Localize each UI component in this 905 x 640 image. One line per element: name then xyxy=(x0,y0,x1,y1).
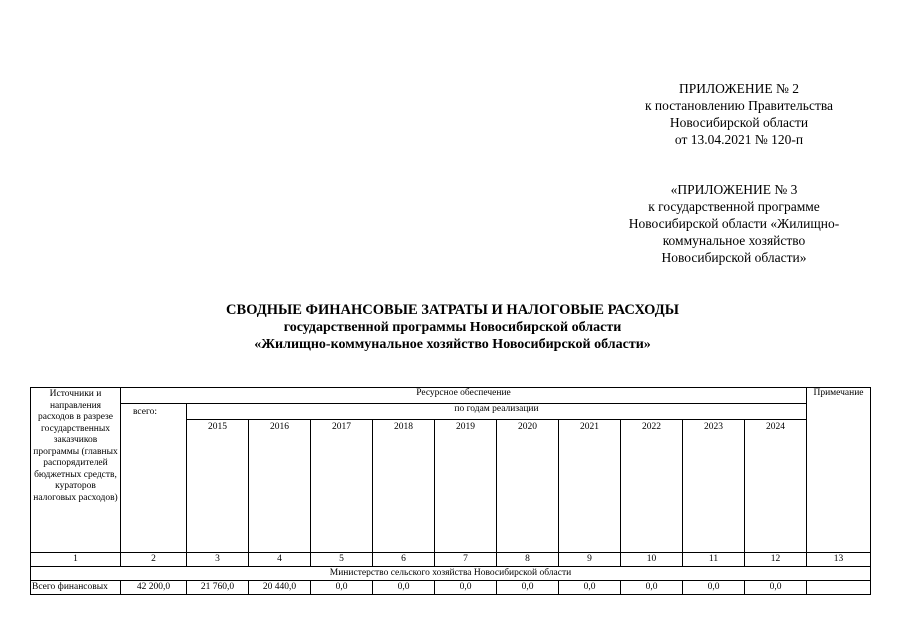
table-row xyxy=(31,581,871,595)
appendix-3-line-5: Новосибирской области» xyxy=(661,250,807,265)
ministry-section-label: Министерство сельского хозяйства Новосибирской области xyxy=(31,567,871,581)
column-number-cell: 11 xyxy=(683,553,745,567)
header-year-2023: 2023 xyxy=(683,420,745,553)
financial-costs-table xyxy=(30,387,871,595)
appendix-2-line-1: ПРИЛОЖЕНИЕ № 2 xyxy=(678,81,800,96)
column-number-cell: 12 xyxy=(745,553,807,567)
appendix-2-line-3: Новосибирской области xyxy=(669,115,809,130)
header-by-years: по годам реализации xyxy=(187,404,807,420)
column-number-cell: 7 xyxy=(435,553,497,567)
value-cell: 0,0 xyxy=(559,581,621,595)
header-year-2015: 2015 xyxy=(187,420,249,553)
header-year-2022: 2022 xyxy=(621,420,683,553)
column-number-cell: 5 xyxy=(311,553,373,567)
column-number-cell: 10 xyxy=(621,553,683,567)
column-number-cell: 6 xyxy=(373,553,435,567)
column-number-cell: 1 xyxy=(31,553,121,567)
title-line-2: государственной программы Новосибирской области xyxy=(283,320,622,335)
appendix-2-block xyxy=(605,80,873,148)
header-year-2017: 2017 xyxy=(311,420,373,553)
value-cell xyxy=(807,581,871,595)
header-resource-support: Ресурсное обеспечение xyxy=(121,388,807,404)
header-year-2019: 2019 xyxy=(435,420,497,553)
column-number-cell: 13 xyxy=(807,553,871,567)
column-number-cell: 8 xyxy=(497,553,559,567)
appendix-2-line-2: к постановлению Правительства xyxy=(644,98,834,113)
header-year-2024: 2024 xyxy=(745,420,807,553)
header-year-2020: 2020 xyxy=(497,420,559,553)
row-label-cell: Всего финансовых xyxy=(31,581,121,595)
appendix-3-line-1: «ПРИЛОЖЕНИЕ № 3 xyxy=(670,182,798,197)
title-line-1: СВОДНЫЕ ФИНАНСОВЫЕ ЗАТРАТЫ И НАЛОГОВЫЕ РАСХОДЫ xyxy=(226,302,679,318)
column-number-cell: 4 xyxy=(249,553,311,567)
header-year-2016: 2016 xyxy=(249,420,311,553)
header-source-directions: Источники и направления расходов в разрезе государственных заказчиков программы (главных распорядителей бюджетных средств, кураторов налоговых расходов) xyxy=(31,388,121,553)
column-number-cell: 2 xyxy=(121,553,187,567)
value-cell: 0,0 xyxy=(745,581,807,595)
value-cell: 21 760,0 xyxy=(187,581,249,595)
value-cell: 0,0 xyxy=(683,581,745,595)
column-number-cell: 3 xyxy=(187,553,249,567)
appendix-3-line-3: Новосибирской области «Жилищно- xyxy=(628,216,840,231)
column-numbers-row xyxy=(31,553,871,567)
value-cell: 0,0 xyxy=(435,581,497,595)
value-cell: 42 200,0 xyxy=(121,581,187,595)
header-year-2018: 2018 xyxy=(373,420,435,553)
value-cell: 0,0 xyxy=(311,581,373,595)
appendix-3-line-2: к государственной программе xyxy=(648,199,820,214)
value-cell: 0,0 xyxy=(621,581,683,595)
appendix-3-block xyxy=(600,181,868,266)
value-cell: 0,0 xyxy=(497,581,559,595)
appendix-3-line-4: коммунальное хозяйство xyxy=(662,233,806,248)
value-cell: 20 440,0 xyxy=(249,581,311,595)
document-title xyxy=(70,302,835,353)
title-line-3: «Жилищно-коммунальное хозяйство Новосибирской области» xyxy=(254,337,651,352)
header-total: всего: xyxy=(121,404,187,553)
header-note: Примечание xyxy=(807,388,871,553)
column-number-cell: 9 xyxy=(559,553,621,567)
value-cell: 0,0 xyxy=(373,581,435,595)
header-year-2021: 2021 xyxy=(559,420,621,553)
appendix-2-line-4: от 13.04.2021 № 120-п xyxy=(674,132,804,147)
